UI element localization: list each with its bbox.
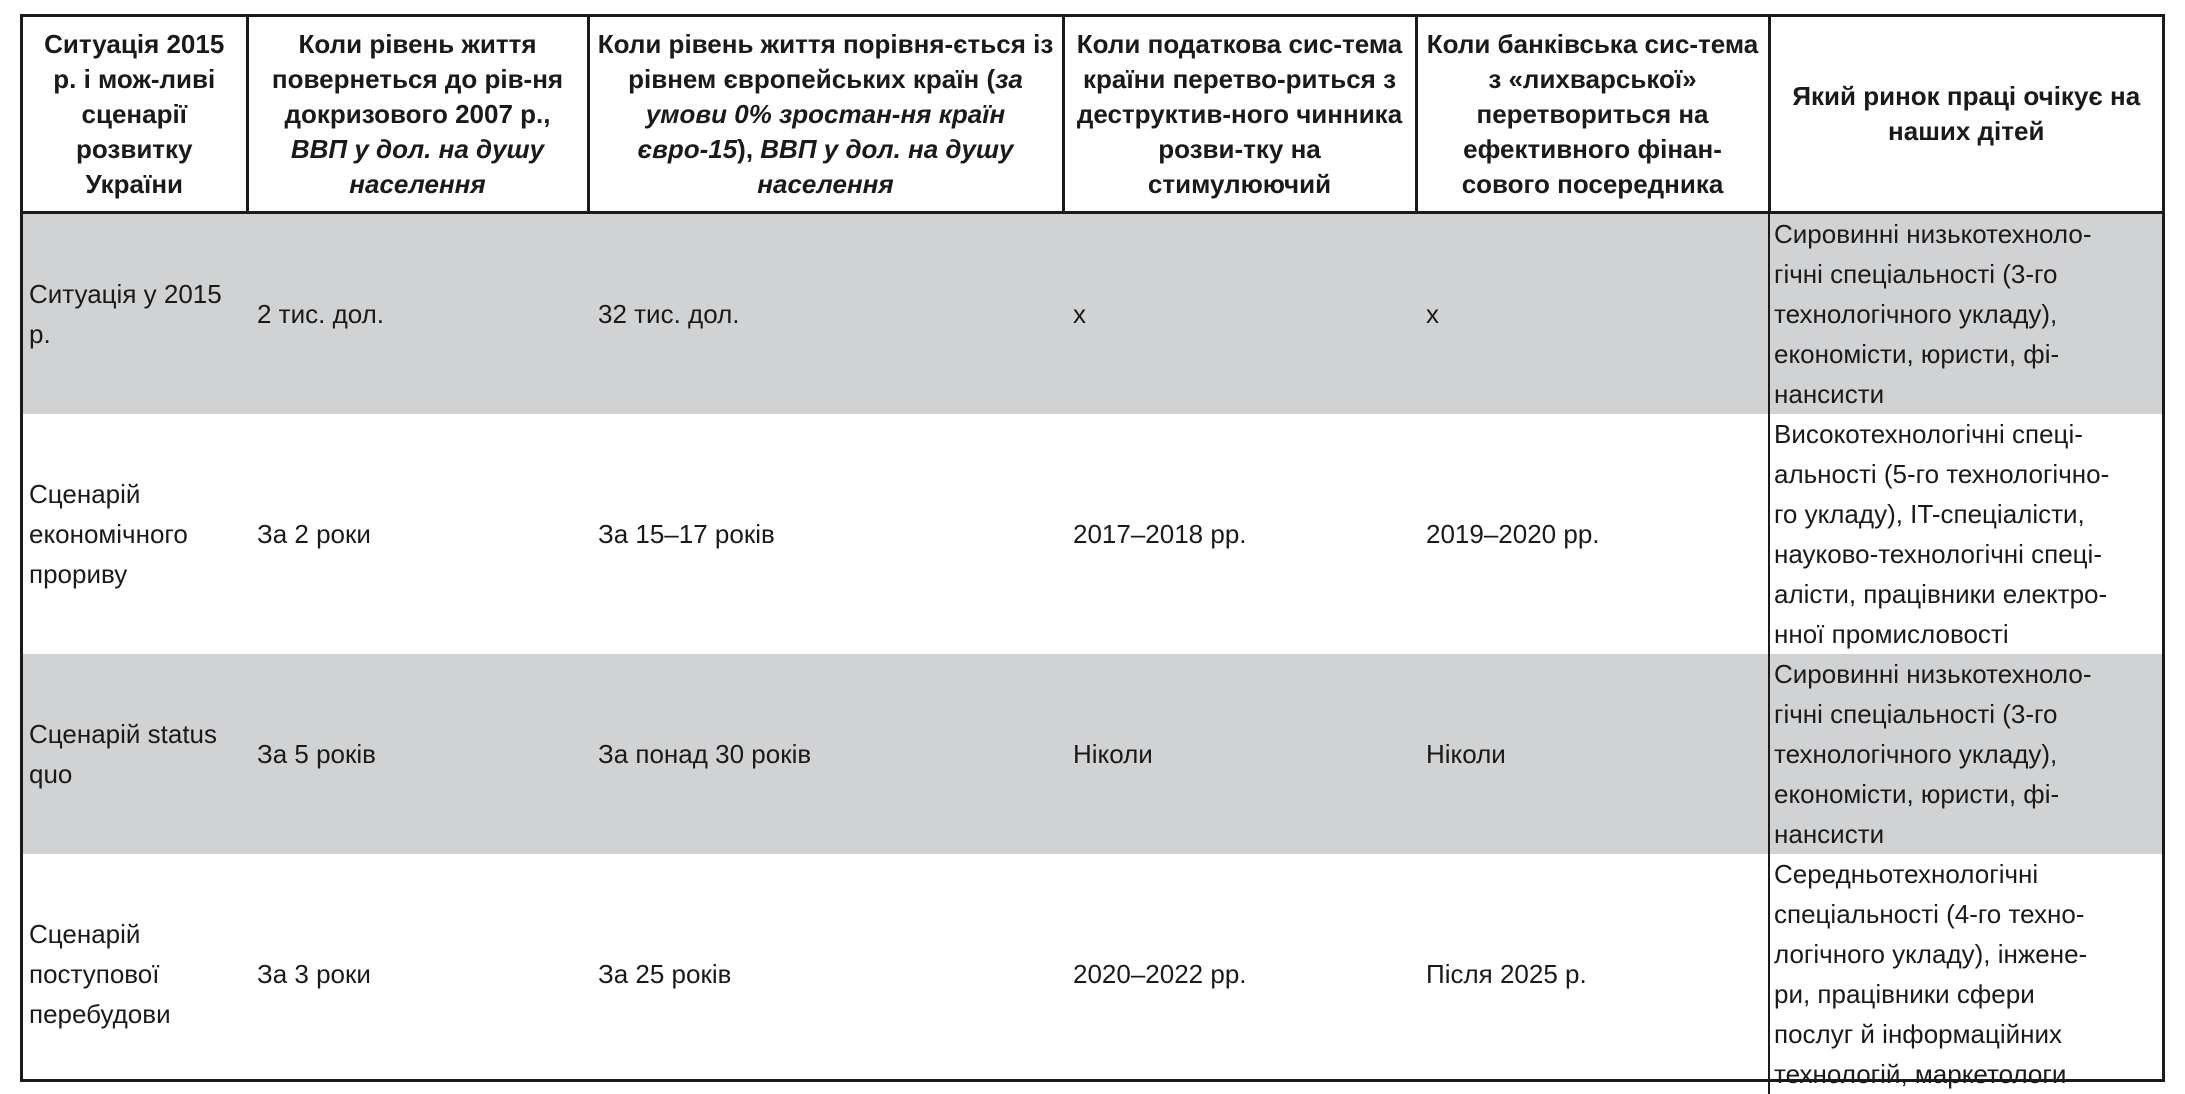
cell-situation: Ситуація у 2015 р. [23,213,247,415]
table-row [23,213,2162,415]
header-text: Коли рівень життя повернеться до рів-ня докризового 2007 р., [271,28,564,129]
table-row [23,654,2162,854]
header-text: Який ринок праці очікує на наших дітей [1792,81,2141,146]
cell-situation: Сценарій status quo [23,654,247,854]
scenarios-table [23,17,2162,1094]
header-italic-text: ВВП у дол. на душу населення [757,133,1014,199]
cell-european: За 15–17 років [598,519,775,549]
cell-tax-system: х [1063,213,1416,415]
cell-european: За понад 30 років [588,654,1063,854]
header-text: ), [737,133,761,164]
labor-market-line: нансисти [1774,379,1885,409]
cell-tax-system: 2020–2022 рр. [1073,959,1247,989]
cell-situation: Сценарій поступової перебудови [29,919,171,1029]
header-european [588,17,1063,213]
header-situation [23,17,247,213]
cell-pre-crisis: За 5 років [247,654,588,854]
table-row [23,414,2162,654]
cell-labor-market [1769,854,2162,1094]
header-labor-market [1769,17,2162,213]
header-italic-text: за умови 0% зростан-ня країн євро-15 [637,63,1023,164]
cell-bank-system: Після 2025 р. [1426,959,1587,989]
labor-market-line: економісти, юристи, фі- [1774,339,2060,369]
cell-bank-system: 2019–2020 рр. [1426,519,1600,549]
header-italic-text: ВВП у дол. на душу населення [290,133,545,199]
labor-market-line: нансисти [1774,819,1885,849]
header-text: Коли рівень життя порівня-ється із рівнем європейських країн ( [597,28,1054,94]
labor-market-line: го укладу), IT-спеціалісти, [1774,499,2085,529]
cell-labor-market [1769,414,2162,654]
cell-situation: Сценарій економічного прориву [29,479,188,589]
labor-market-line: економісти, юристи, фі- [1774,779,2060,809]
header-text: Ситуація 2015 р. і мож-ливі сценарії розвитку України [44,28,225,199]
cell-pre-crisis: 2 тис. дол. [247,213,588,415]
labor-market-line: науково-технологічні спеці- [1774,539,2102,569]
header-row [23,17,2162,213]
cell-labor-market [1769,654,2162,854]
header-text: Коли податкова сис-тема країни перетво-риться з деструктив-ного чинника розви-тку на стимулюючий [1076,28,1403,199]
labor-market-line: алісти, працівники електро- [1774,579,2108,609]
labor-market-line: технологій, маркетологи [1774,1059,2067,1089]
cell-bank-system: Ніколи [1416,654,1769,854]
labor-market-line: технологічного укладу), [1774,299,2058,329]
labor-market-line: гічні спеціальності (3-го [1774,259,2058,289]
cell-tax-system: 2017–2018 рр. [1073,519,1247,549]
labor-market-line: нної промисловості [1774,619,2009,649]
header-tax-system [1063,17,1416,213]
cell-labor-market [1769,213,2162,415]
header-text: Коли банківська сис-тема з «лихварської» перетвориться на ефективного фінан-сового посередника [1426,28,1759,199]
cell-bank-system: х [1416,213,1769,415]
header-bank-system [1416,17,1769,213]
cell-european: 32 тис. дол. [588,213,1063,415]
cell-pre-crisis: За 3 роки [257,959,371,989]
labor-market-line: Сировинні низькотехноло- [1774,219,2092,249]
labor-market-line: логічного укладу), інжене- [1774,939,2088,969]
labor-market-line: технологічного укладу), [1774,739,2058,769]
labor-market-line: Високотехнологічні спеці- [1774,419,2083,449]
table-row [23,854,2162,1094]
header-pre-crisis [247,17,588,213]
labor-market-line: Сировинні низькотехноло- [1774,659,2092,689]
labor-market-line: гічні спеціальності (3-го [1774,699,2058,729]
cell-european: За 25 років [598,959,732,989]
labor-market-line: спеціальності (4-го техно- [1774,899,2085,929]
labor-market-line: послуг й інформаційних [1774,1019,2063,1049]
labor-market-line: ри, працівники сфери [1774,979,2035,1009]
cell-tax-system: Ніколи [1063,654,1416,854]
labor-market-line: альності (5-го технологічно- [1774,459,2110,489]
labor-market-line: Середньотехнологічні [1774,859,2039,889]
scenarios-table-frame [20,14,2165,1089]
cell-pre-crisis: За 2 роки [257,519,371,549]
